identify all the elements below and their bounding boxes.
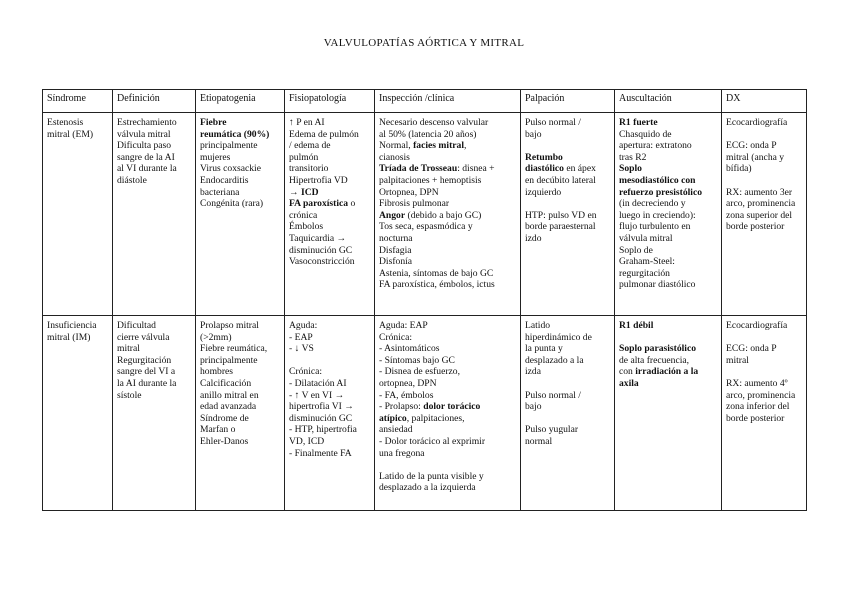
cell-line: Ecocardiografía [726,117,788,128]
cell-line: con irradiación a la [619,366,699,378]
cell-line: izdo [525,232,542,244]
cell-fisiopatologia [285,316,375,511]
cell-line: zona inferior del [726,401,790,413]
cell-line: diastólico en ápex [525,163,596,175]
cell-line: zona superior del [726,209,793,221]
cell-line: Prolapso mitral [200,320,259,331]
cell-line: hombres [200,366,234,378]
table-row-estenosis-mitral [43,113,807,316]
header-inspeccion: Inspección /clínica [375,90,521,113]
cell-line: (>2mm) [200,331,232,343]
cell-line: Normal, facies mitral, [379,140,467,152]
cell-line: Estenosis [47,117,84,128]
cell-palpacion [521,316,615,511]
cell-line: Disfonía [379,256,413,268]
cell-line: - HTP, hipertrofia [289,424,357,436]
cell-line: sangre de la AI [117,151,175,163]
cell-line: Ehler-Danos [200,435,249,447]
cell-line: cianosis [379,151,410,163]
cell-line: luego in creciendo): [619,209,696,221]
cell-line: reumática (90%) [200,128,270,140]
cell-palpacion [521,113,615,316]
page-title: VALVULOPATÍAS AÓRTICA Y MITRAL [323,37,525,49]
header-palpacion: Palpación [521,90,615,113]
cell-line: pulmonar diastólico [619,279,696,291]
cell-etiopatogenia [196,113,285,316]
cell-line: al 50% (latencia 20 años) [379,128,477,140]
cell-line: Émbolos [289,221,324,233]
cell-line: RX: aumento 4º [726,377,788,389]
cell-line: Crónica: [289,366,323,378]
cell-line: borde posterior [726,412,785,424]
cell-line: Fibrosis pulmonar [379,198,450,210]
header-sindrome: Síndrome [43,90,113,113]
cell-line: Retumbo [525,151,563,163]
cell-line: disminución GC [289,244,353,256]
cell-line: mesodiastólico con [619,174,696,186]
cell-line: - Asintomáticos [379,343,440,355]
cell-line: Síndrome de [200,412,249,424]
cell-spacer [525,413,610,425]
cell-line: - Disnea de esfuerzo, [379,366,460,378]
cell-line: Crónica: [379,331,413,343]
cell-line: (in decreciendo y [619,198,686,210]
cell-line: mitral (ancha y [726,151,785,163]
cell-line: Necesario descenso valvular [379,117,489,128]
cell-line: edad avanzada [200,401,257,413]
cell-line: Vasoconstricción [289,256,355,268]
cell-line: pulmón [289,151,319,163]
cell-line: diástole [117,174,147,186]
cell-line: Tríada de Trosseau: disnea + [379,163,495,175]
cell-line: - EAP [289,331,313,343]
cell-line: Edema de pulmón [289,128,359,140]
cell-line: R1 débil [619,320,654,331]
cell-line: Ortopnea, DPN [379,186,439,198]
cell-line: nocturna [379,232,413,244]
cell-line: ansiedad [379,424,413,436]
cell-line: FA paroxística, émbolos, ictus [379,279,495,291]
cell-line: Insuficiencia [47,320,97,331]
cell-line: anillo mitral en [200,389,259,401]
cell-spacer [289,355,370,367]
cell-definicion [113,316,196,511]
cell-spacer [525,378,610,390]
cell-line: Virus coxsackie [200,163,261,175]
cell-line: de alta frecuencia, [619,354,690,366]
cell-line: - ↑ V en VI → [289,389,345,401]
cell-line: bajo [525,401,542,413]
cell-spacer [726,175,802,187]
cell-line: Graham-Steel: [619,256,675,268]
cell-line: atípico, palpitaciones, [379,412,465,424]
cell-line: hiperdinámico de [525,331,592,343]
cell-line: sangre del VI a [117,366,176,378]
cell-line: apertura: extratono [619,140,692,152]
cell-sindrome [43,113,113,316]
cell-dx [722,113,807,316]
cell-line: Hipertrofia VD [289,174,348,186]
cell-line: R1 fuerte [619,117,658,128]
cell-line: Pulso normal / [525,389,581,401]
cell-line: Latido [525,320,551,331]
cell-line: Pulso normal / [525,117,581,128]
cell-line: crónica [289,209,318,221]
cell-line: bífida) [726,163,752,175]
cell-line: mitral [726,354,749,366]
cell-line: mitral (EM) [47,128,94,140]
cell-line: Aguda: [289,320,318,331]
cell-line: borde paraesternal [525,221,596,233]
cell-line: - Dolor torácico al exprimir [379,435,486,447]
cell-line: - Síntomas bajo GC [379,354,455,366]
cell-line: HTP: pulso VD en [525,209,597,221]
cell-line: Astenia, síntomas de bajo GC [379,267,494,279]
cell-line: al VI durante la [117,163,177,175]
cell-line: Congénita (rara) [200,198,264,210]
cell-line: mujeres [200,151,231,163]
cell-line: palpitaciones + hemoptisis [379,174,482,186]
cell-line: Soplo parasistólico [619,343,697,355]
cell-line: flujo turbulento en [619,221,691,233]
cell-line: desplazado a la [525,354,584,366]
cell-line: principalmente [200,140,258,152]
cell-auscultacion [615,113,722,316]
cell-line: Aguda: EAP [379,320,428,331]
cell-line: arco, prominencia [726,198,796,210]
cell-line: Fiebre reumática, [200,343,268,355]
cell-line: Angor (debido a bajo GC) [379,209,482,221]
table-row-insuficiencia-mitral [43,316,807,511]
cell-inspeccion [375,316,521,511]
cell-line: ECG: onda P [726,140,777,152]
cell-line: Estrechamiento [117,117,177,128]
cell-auscultacion [615,316,722,511]
cell-line: - Prolapso: dolor torácico [379,401,481,413]
cell-line: bacteriana [200,186,240,198]
header-row [43,90,807,113]
cell-line: regurgitación [619,267,670,279]
cell-line: - Finalmente FA [289,447,352,459]
cell-line: Disfagia [379,244,412,256]
cell-line: sístole [117,389,142,401]
cell-line: desplazado a la izquierda [379,482,476,494]
cell-line: VD, ICD [289,435,325,447]
cell-line: válvula mitral [117,128,171,140]
cell-fisiopatologia [285,113,375,316]
cell-line: una fregona [379,447,425,459]
cell-spacer [525,198,610,210]
cell-definicion [113,113,196,316]
cell-inspeccion [375,113,521,316]
cell-line: axila [619,377,639,389]
cell-line: en decúbito lateral [525,174,596,186]
cell-line: Fiebre [200,117,227,128]
cell-line: → ICD [289,186,319,198]
cell-line: transitorio [289,163,329,175]
cell-line: mitral (IM) [47,331,91,343]
cell-line: hipertrofia VI → [289,401,354,413]
cell-line: Soplo de [619,244,653,256]
cell-line: Ecocardiografía [726,320,788,331]
cell-line: ↑ P en AI [289,117,325,128]
cell-etiopatogenia [196,316,285,511]
cell-line: Pulso yugular [525,424,579,436]
cell-spacer [726,332,802,344]
cell-line: tras R2 [619,151,647,163]
valvulopathy-table [42,89,807,511]
cell-line: Regurgitación [117,354,172,366]
cell-spacer [726,366,802,378]
cell-line: mitral [117,343,140,355]
cell-line: - ↓ VS [289,343,314,355]
header-etiopatogenia: Etiopatogenia [196,90,285,113]
cell-line: válvula mitral [619,232,673,244]
header-auscultacion: Auscultación [615,90,722,113]
cell-line: bajo [525,128,542,140]
cell-line: RX: aumento 3er [726,186,793,198]
cell-dx [722,316,807,511]
cell-line: principalmente [200,354,258,366]
cell-line: izda [525,366,541,378]
header-definicion: Definición [113,90,196,113]
cell-line: - FA, émbolos [379,389,434,401]
cell-line: la AI durante la [117,377,177,389]
cell-line: Chasquido de [619,128,672,140]
cell-line: - Dilatación AI [289,377,347,389]
cell-line: izquierdo [525,186,562,198]
cell-line: ECG: onda P [726,343,777,355]
cell-line: normal [525,435,553,447]
header-fisiopatologia: Fisiopatología [285,90,375,113]
cell-line: Taquicardia → [289,232,347,244]
cell-line: Tos seca, espasmódica y [379,221,473,233]
cell-line: Dificulta paso [117,140,172,152]
cell-line: / edema de [289,140,331,152]
cell-line: refuerzo presistólico [619,186,703,198]
cell-spacer [726,129,802,141]
cell-line: la punta y [525,343,563,355]
cell-spacer [525,140,610,152]
cell-spacer [619,332,717,344]
cell-line: Endocarditis [200,174,249,186]
cell-line: Latido de la punta visible y [379,470,484,482]
cell-line: Dificultad [117,320,156,331]
cell-line: cierre válvula [117,331,170,343]
cell-line: Marfan o [200,424,236,436]
header-dx: DX [722,90,807,113]
cell-line: borde posterior [726,221,785,233]
cell-line: Calcificación [200,377,252,389]
cell-sindrome [43,316,113,511]
cell-line: ortopnea, DPN [379,377,437,389]
cell-line: arco, prominencia [726,389,796,401]
cell-line: FA paroxística o [289,198,356,210]
cell-line: disminución GC [289,412,353,424]
cell-spacer [379,459,516,471]
cell-line: Soplo [619,163,642,175]
